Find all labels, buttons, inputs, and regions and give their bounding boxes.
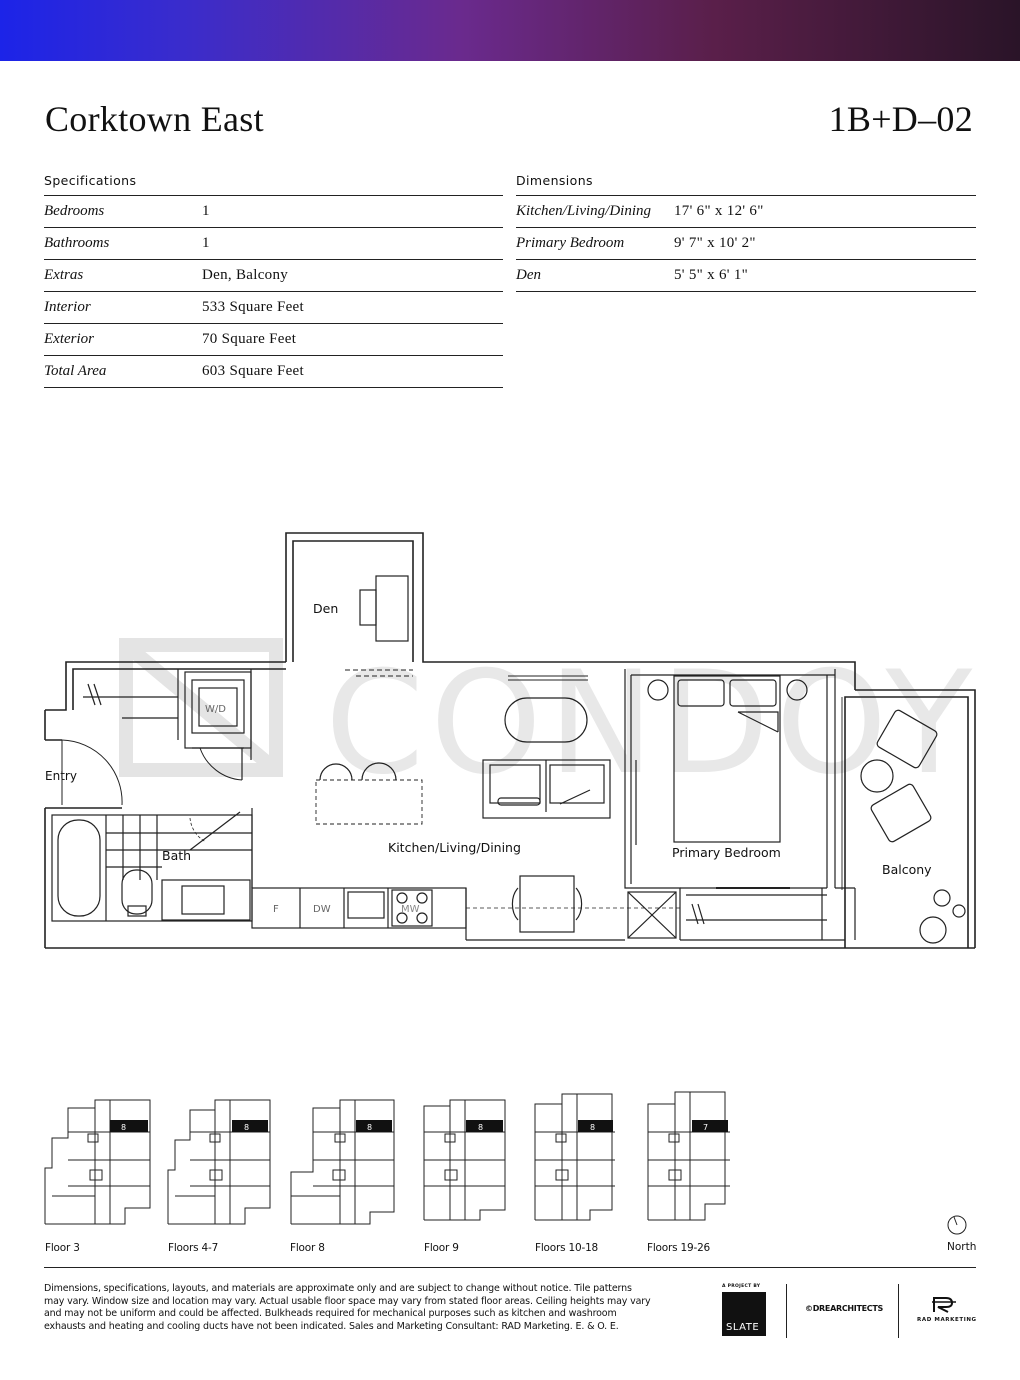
room-label-den: Den <box>313 601 339 616</box>
appliance-fridge: F <box>273 904 279 915</box>
spec-label: Exterior <box>44 331 94 347</box>
floor-label: Floor 9 <box>424 1242 459 1254</box>
spec-row <box>44 228 503 260</box>
unit-code: 1B+D–02 <box>828 99 973 139</box>
logo-divider <box>898 1284 899 1338</box>
specifications-table <box>44 170 503 388</box>
key-plan-floors-10-18 <box>535 1094 615 1220</box>
key-plans <box>0 1090 1020 1260</box>
spec-value: 603 Square Feet <box>202 363 304 379</box>
dimension-label: Primary Bedroom <box>516 235 625 251</box>
dimensions-heading: Dimensions <box>516 170 976 196</box>
spec-value: 533 Square Feet <box>202 299 304 315</box>
slate-tagline: A PROJECT BY <box>722 1284 761 1289</box>
dining-table <box>512 876 581 932</box>
room-label-kitchen-living-dining: Kitchen/Living/Dining <box>388 840 521 855</box>
dimension-value: 9' 7" x 10' 2" <box>674 235 756 251</box>
unit-marker: 8 <box>367 1123 373 1132</box>
mechanical-closet <box>628 892 676 938</box>
footer-divider <box>44 1267 976 1268</box>
key-plan-floor-8 <box>291 1100 394 1224</box>
floor-label: Floors 4-7 <box>168 1242 219 1254</box>
room-label-balcony: Balcony <box>882 862 932 877</box>
unit-marker: 8 <box>244 1123 250 1132</box>
den-desk <box>360 576 408 641</box>
floor-label: Floors 10-18 <box>535 1242 599 1254</box>
key-plan-floors-4-7 <box>168 1100 270 1224</box>
spec-value: Den, Balcony <box>202 267 289 283</box>
disclaimer-text: Dimensions, specifications, layouts, and materials are approximate only and are subject to change without notice. Tile patterns may vary. Window size and location may vary. Actual usable floor space may vary from stated floor areas. Ceiling heights may vary and may not be uniform and could be affected. Bulkheads required for mechanical purposes such as kitchen and washroom exhausts and heating and cooling ducts have not been indicated. Sales and Marketing Consultant: RAD Marketing. E. & O. E. <box>44 1283 651 1332</box>
header-gradient-bar <box>0 0 1020 61</box>
unit-highlight-floor-8 <box>356 1120 392 1132</box>
slate-logo-text: SLATE <box>726 1322 760 1333</box>
logo-divider <box>786 1284 787 1338</box>
project-title: Corktown East <box>45 99 264 139</box>
spec-label: Interior <box>44 299 91 315</box>
spec-value: 1 <box>202 203 210 219</box>
room-label-primary-bedroom: Primary Bedroom <box>672 845 781 860</box>
unit-highlight-floors-10-18 <box>578 1120 613 1132</box>
spec-row <box>44 324 503 356</box>
floor-label: Floors 19-26 <box>647 1242 711 1254</box>
spec-row <box>44 260 503 292</box>
room-label-bath: Bath <box>162 848 192 863</box>
spec-label: Extras <box>44 267 84 283</box>
key-plan-floors-19-26 <box>648 1092 730 1220</box>
spec-row <box>44 196 503 228</box>
room-label-entry: Entry <box>45 769 77 783</box>
floor-label: Floor 8 <box>290 1242 325 1254</box>
unit-marker: 8 <box>121 1123 127 1132</box>
unit-marker: 7 <box>703 1123 709 1132</box>
spec-value: 70 Square Feet <box>202 331 297 347</box>
spec-value: 1 <box>202 235 210 251</box>
spec-label: Bedrooms <box>44 203 105 219</box>
dimension-value: 5' 5" x 6' 1" <box>674 267 749 283</box>
rad-marketing-text: RAD MARKETING <box>917 1317 977 1323</box>
unit-highlight-floors-19-26 <box>692 1120 728 1132</box>
unit-highlight-floor-3 <box>110 1120 148 1132</box>
appliance-microwave: MW <box>401 904 420 915</box>
spec-row <box>44 292 503 324</box>
appliance-washer-dryer: W/D <box>205 704 226 715</box>
dimension-row <box>516 228 976 260</box>
north-label: North <box>947 1241 977 1253</box>
dimension-row <box>516 196 976 228</box>
floor-label: Floor 3 <box>45 1242 80 1254</box>
specifications-heading: Specifications <box>44 170 503 196</box>
key-plan-floor-3 <box>45 1100 150 1224</box>
spec-label: Total Area <box>44 363 107 379</box>
rad-marketing-logo-icon <box>930 1294 958 1314</box>
bathroom <box>52 815 252 921</box>
architect-logo-text: ©DREARCHITECTS <box>805 1304 883 1313</box>
dimension-label: Den <box>516 267 541 283</box>
key-plan-floor-9 <box>424 1100 505 1220</box>
dimension-value: 17' 6" x 12' 6" <box>674 203 764 219</box>
unit-marker: 8 <box>478 1123 484 1132</box>
unit-highlight-floor-9 <box>466 1120 503 1132</box>
dimension-row <box>516 260 976 292</box>
dimension-label: Kitchen/Living/Dining <box>516 203 651 219</box>
unit-marker: 8 <box>590 1123 596 1132</box>
spec-row <box>44 356 503 388</box>
appliance-dishwasher: DW <box>313 904 331 915</box>
spec-label: Bathrooms <box>44 235 110 251</box>
dimensions-table <box>516 170 976 292</box>
watermark-text: CONDOY <box>325 641 979 806</box>
floor-plan <box>0 520 1020 960</box>
unit-highlight-floors-4-7 <box>232 1120 268 1132</box>
